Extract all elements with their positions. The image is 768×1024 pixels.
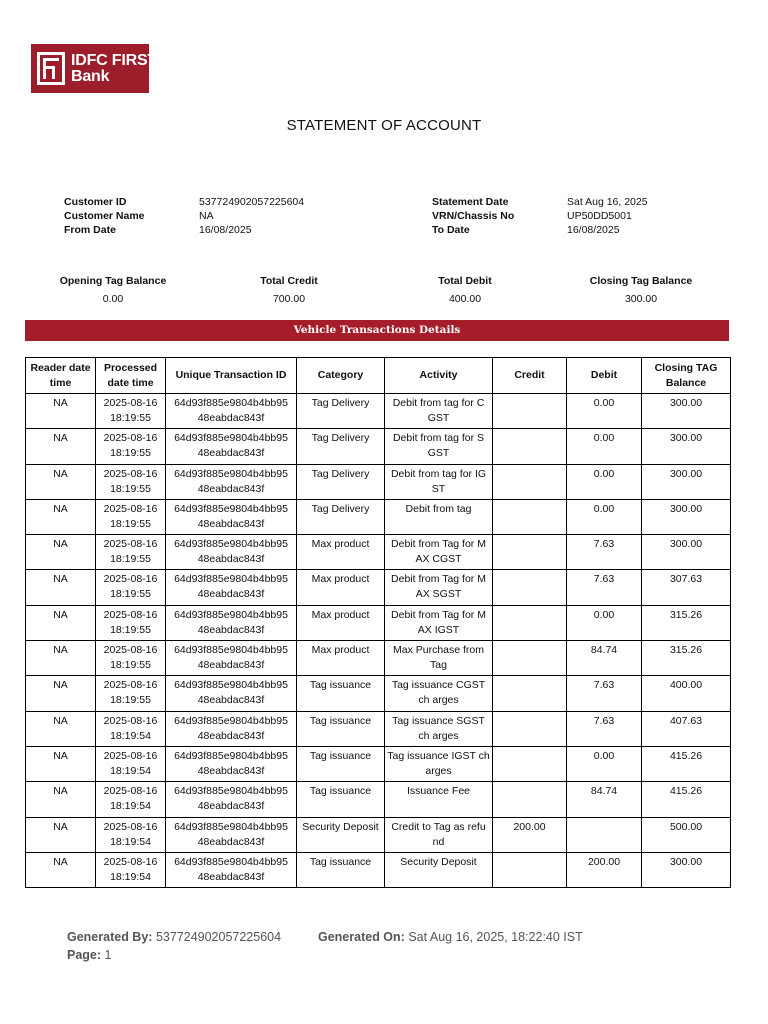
table-row bbox=[26, 464, 731, 499]
table-row bbox=[26, 535, 731, 570]
cell-transaction-id: 64d93f885e9804b4bb95 48eabdac843f bbox=[166, 641, 297, 676]
page-number-label: Page: bbox=[67, 948, 102, 962]
cell-credit bbox=[493, 535, 567, 570]
col-header-closing-balance: Closing TAG Balance bbox=[642, 358, 731, 394]
cell-processed-date: 2025-08-16 18:19:54 bbox=[96, 746, 166, 781]
cell-debit: 0.00 bbox=[567, 394, 642, 429]
cell-credit bbox=[493, 746, 567, 781]
to-date-value: 16/08/2025 bbox=[567, 224, 620, 236]
table-row bbox=[26, 605, 731, 640]
cell-category: Security Deposit bbox=[297, 817, 385, 852]
cell-activity: Tag issuance IGST ch arges bbox=[385, 746, 493, 781]
table-row bbox=[26, 499, 731, 534]
generated-on-label: Generated On: bbox=[318, 930, 405, 944]
cell-processed-date: 2025-08-16 18:19:54 bbox=[96, 782, 166, 817]
bank-logo-line1: IDFC FIRST bbox=[71, 52, 157, 69]
cell-category: Tag issuance bbox=[297, 782, 385, 817]
cell-activity: Debit from Tag for M AX CGST bbox=[385, 535, 493, 570]
cell-processed-date: 2025-08-16 18:19:55 bbox=[96, 535, 166, 570]
generated-by-label: Generated By: bbox=[67, 930, 153, 944]
cell-credit bbox=[493, 429, 567, 464]
customer-name-value: NA bbox=[199, 210, 214, 222]
cell-activity: Debit from tag bbox=[385, 499, 493, 534]
transactions-table bbox=[25, 357, 731, 888]
statement-date-value: Sat Aug 16, 2025 bbox=[567, 196, 648, 208]
table-row bbox=[26, 641, 731, 676]
cell-closing-balance: 415.26 bbox=[642, 782, 731, 817]
cell-category: Tag Delivery bbox=[297, 429, 385, 464]
cell-credit bbox=[493, 464, 567, 499]
closing-balance-value: 300.00 bbox=[624, 293, 658, 305]
cell-transaction-id: 64d93f885e9804b4bb95 48eabdac843f bbox=[166, 499, 297, 534]
table-row bbox=[26, 817, 731, 852]
cell-closing-balance: 400.00 bbox=[642, 676, 731, 711]
generated-by-value: 537724902057225604 bbox=[155, 930, 282, 944]
cell-processed-date: 2025-08-16 18:19:55 bbox=[96, 429, 166, 464]
cell-credit bbox=[493, 711, 567, 746]
cell-transaction-id: 64d93f885e9804b4bb95 48eabdac843f bbox=[166, 711, 297, 746]
cell-reader-date: NA bbox=[26, 605, 96, 640]
cell-debit: 7.63 bbox=[567, 570, 642, 605]
cell-activity: Debit from Tag for M AX IGST bbox=[385, 605, 493, 640]
cell-activity: Max Purchase from Tag bbox=[385, 641, 493, 676]
cell-category: Tag issuance bbox=[297, 746, 385, 781]
cell-credit bbox=[493, 676, 567, 711]
cell-closing-balance: 300.00 bbox=[642, 429, 731, 464]
cell-category: Max product bbox=[297, 535, 385, 570]
cell-category: Tag issuance bbox=[297, 852, 385, 887]
cell-debit: 84.74 bbox=[567, 782, 642, 817]
cell-activity: Debit from tag for S GST bbox=[385, 429, 493, 464]
cell-activity: Tag issuance CGST ch arges bbox=[385, 676, 493, 711]
cell-reader-date: NA bbox=[26, 570, 96, 605]
cell-category: Tag Delivery bbox=[297, 464, 385, 499]
cell-transaction-id: 64d93f885e9804b4bb95 48eabdac843f bbox=[166, 535, 297, 570]
cell-debit: 0.00 bbox=[567, 499, 642, 534]
generated-on bbox=[318, 930, 583, 944]
cell-closing-balance: 500.00 bbox=[642, 817, 731, 852]
cell-reader-date: NA bbox=[26, 676, 96, 711]
cell-reader-date: NA bbox=[26, 535, 96, 570]
cell-credit bbox=[493, 605, 567, 640]
cell-debit: 0.00 bbox=[567, 605, 642, 640]
cell-reader-date: NA bbox=[26, 394, 96, 429]
cell-activity: Credit to Tag as refu nd bbox=[385, 817, 493, 852]
cell-credit: 200.00 bbox=[493, 817, 567, 852]
col-header-debit: Debit bbox=[567, 358, 642, 394]
cell-activity: Issuance Fee bbox=[385, 782, 493, 817]
vrn-value: UP50DD5001 bbox=[567, 210, 632, 222]
page-number bbox=[67, 948, 111, 962]
table-row bbox=[26, 394, 731, 429]
cell-processed-date: 2025-08-16 18:19:55 bbox=[96, 676, 166, 711]
cell-closing-balance: 300.00 bbox=[642, 499, 731, 534]
table-row bbox=[26, 782, 731, 817]
statement-date-label: Statement Date bbox=[432, 196, 509, 208]
cell-debit: 84.74 bbox=[567, 641, 642, 676]
bank-logo bbox=[31, 44, 157, 93]
cell-processed-date: 2025-08-16 18:19:55 bbox=[96, 499, 166, 534]
cell-reader-date: NA bbox=[26, 711, 96, 746]
closing-balance-label: Closing Tag Balance bbox=[589, 275, 693, 287]
cell-reader-date: NA bbox=[26, 464, 96, 499]
bank-logo-icon bbox=[37, 52, 65, 85]
cell-transaction-id: 64d93f885e9804b4bb95 48eabdac843f bbox=[166, 394, 297, 429]
cell-processed-date: 2025-08-16 18:19:55 bbox=[96, 641, 166, 676]
cell-closing-balance: 300.00 bbox=[642, 394, 731, 429]
col-header-category: Category bbox=[297, 358, 385, 394]
table-row bbox=[26, 570, 731, 605]
total-credit-label: Total Credit bbox=[260, 275, 318, 287]
cell-closing-balance: 415.26 bbox=[642, 746, 731, 781]
cell-reader-date: NA bbox=[26, 746, 96, 781]
table-row bbox=[26, 746, 731, 781]
customer-name-label: Customer Name bbox=[64, 210, 145, 222]
generated-by bbox=[67, 930, 281, 944]
table-row bbox=[26, 676, 731, 711]
cell-processed-date: 2025-08-16 18:19:54 bbox=[96, 711, 166, 746]
cell-processed-date: 2025-08-16 18:19:55 bbox=[96, 394, 166, 429]
table-row bbox=[26, 852, 731, 887]
total-debit-value: 400.00 bbox=[448, 293, 482, 305]
bank-logo-line2: Bank bbox=[71, 68, 110, 85]
from-date-label: From Date bbox=[64, 224, 116, 236]
cell-category: Tag Delivery bbox=[297, 394, 385, 429]
cell-reader-date: NA bbox=[26, 499, 96, 534]
cell-closing-balance: 300.00 bbox=[642, 852, 731, 887]
opening-balance-label: Opening Tag Balance bbox=[59, 275, 167, 287]
table-row bbox=[26, 429, 731, 464]
cell-credit bbox=[493, 641, 567, 676]
cell-debit: 7.63 bbox=[567, 711, 642, 746]
cell-debit: 200.00 bbox=[567, 852, 642, 887]
from-date-value: 16/08/2025 bbox=[199, 224, 252, 236]
cell-transaction-id: 64d93f885e9804b4bb95 48eabdac843f bbox=[166, 429, 297, 464]
cell-debit: 0.00 bbox=[567, 429, 642, 464]
cell-transaction-id: 64d93f885e9804b4bb95 48eabdac843f bbox=[166, 817, 297, 852]
cell-closing-balance: 315.26 bbox=[642, 641, 731, 676]
cell-debit: 7.63 bbox=[567, 535, 642, 570]
col-header-transaction-id: Unique Transaction ID bbox=[166, 358, 297, 394]
cell-credit bbox=[493, 499, 567, 534]
cell-credit bbox=[493, 782, 567, 817]
cell-category: Tag issuance bbox=[297, 676, 385, 711]
cell-category: Max product bbox=[297, 605, 385, 640]
cell-closing-balance: 407.63 bbox=[642, 711, 731, 746]
total-debit-label: Total Debit bbox=[438, 275, 492, 287]
cell-credit bbox=[493, 852, 567, 887]
cell-debit: 0.00 bbox=[567, 746, 642, 781]
cell-processed-date: 2025-08-16 18:19:54 bbox=[96, 817, 166, 852]
cell-closing-balance: 300.00 bbox=[642, 464, 731, 499]
cell-category: Max product bbox=[297, 641, 385, 676]
cell-debit bbox=[567, 817, 642, 852]
vrn-label: VRN/Chassis No bbox=[432, 210, 515, 222]
cell-activity: Debit from tag for IG ST bbox=[385, 464, 493, 499]
col-header-reader-date: Reader date time bbox=[26, 358, 96, 394]
cell-debit: 0.00 bbox=[567, 464, 642, 499]
page-title: STATEMENT OF ACCOUNT bbox=[286, 117, 482, 134]
cell-category: Tag Delivery bbox=[297, 499, 385, 534]
total-credit-value: 700.00 bbox=[272, 293, 306, 305]
customer-id-label: Customer ID bbox=[64, 196, 127, 208]
cell-closing-balance: 300.00 bbox=[642, 535, 731, 570]
cell-category: Max product bbox=[297, 570, 385, 605]
table-row bbox=[26, 711, 731, 746]
page-number-value: 1 bbox=[104, 948, 112, 962]
cell-transaction-id: 64d93f885e9804b4bb95 48eabdac843f bbox=[166, 570, 297, 605]
cell-processed-date: 2025-08-16 18:19:54 bbox=[96, 852, 166, 887]
cell-reader-date: NA bbox=[26, 429, 96, 464]
section-header: Vehicle Transactions Details bbox=[25, 320, 729, 341]
cell-activity: Debit from tag for C GST bbox=[385, 394, 493, 429]
customer-id-value: 537724902057225604 bbox=[199, 196, 305, 208]
cell-transaction-id: 64d93f885e9804b4bb95 48eabdac843f bbox=[166, 464, 297, 499]
cell-activity: Tag issuance SGST ch arges bbox=[385, 711, 493, 746]
to-date-label: To Date bbox=[432, 224, 470, 236]
cell-transaction-id: 64d93f885e9804b4bb95 48eabdac843f bbox=[166, 782, 297, 817]
col-header-credit: Credit bbox=[493, 358, 567, 394]
col-header-processed-date: Processed date time bbox=[96, 358, 166, 394]
cell-activity: Security Deposit bbox=[385, 852, 493, 887]
generated-on-value: Sat Aug 16, 2025, 18:22:40 IST bbox=[408, 930, 583, 944]
cell-transaction-id: 64d93f885e9804b4bb95 48eabdac843f bbox=[166, 852, 297, 887]
cell-processed-date: 2025-08-16 18:19:55 bbox=[96, 605, 166, 640]
cell-reader-date: NA bbox=[26, 852, 96, 887]
cell-processed-date: 2025-08-16 18:19:55 bbox=[96, 570, 166, 605]
cell-credit bbox=[493, 570, 567, 605]
col-header-activity: Activity bbox=[385, 358, 493, 394]
table-header-row bbox=[26, 358, 731, 394]
cell-transaction-id: 64d93f885e9804b4bb95 48eabdac843f bbox=[166, 746, 297, 781]
cell-reader-date: NA bbox=[26, 641, 96, 676]
cell-activity: Debit from Tag for M AX SGST bbox=[385, 570, 493, 605]
cell-debit: 7.63 bbox=[567, 676, 642, 711]
cell-category: Tag issuance bbox=[297, 711, 385, 746]
cell-closing-balance: 315.26 bbox=[642, 605, 731, 640]
cell-processed-date: 2025-08-16 18:19:55 bbox=[96, 464, 166, 499]
cell-transaction-id: 64d93f885e9804b4bb95 48eabdac843f bbox=[166, 676, 297, 711]
cell-reader-date: NA bbox=[26, 817, 96, 852]
cell-transaction-id: 64d93f885e9804b4bb95 48eabdac843f bbox=[166, 605, 297, 640]
cell-credit bbox=[493, 394, 567, 429]
opening-balance-value: 0.00 bbox=[102, 293, 124, 305]
cell-closing-balance: 307.63 bbox=[642, 570, 731, 605]
cell-reader-date: NA bbox=[26, 782, 96, 817]
